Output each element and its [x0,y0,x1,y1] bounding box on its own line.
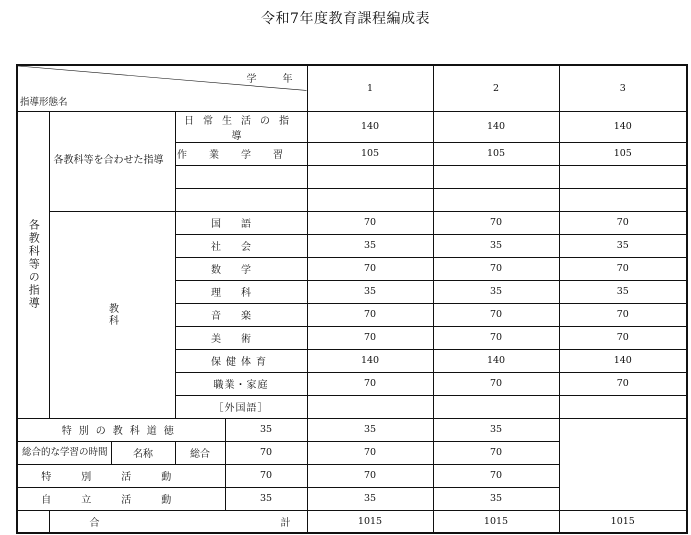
value-cell: 35 [433,418,559,441]
value-cell: 70 [559,372,687,395]
value-cell: 70 [225,441,307,464]
value-cell: 70 [307,303,433,326]
table-row [17,487,687,510]
value-cell [307,188,433,211]
row-label [175,165,307,188]
value-cell: 35 [433,280,559,303]
value-cell: 70 [559,326,687,349]
kyoka-cell [49,211,175,418]
value-cell: 140 [433,349,559,372]
value-cell: 140 [307,111,433,142]
row-label: 理科 [175,280,307,303]
value-cell [559,165,687,188]
total-label-cell [49,510,307,533]
value-cell [433,165,559,188]
value-cell: 70 [307,464,433,487]
value-cell: 35 [225,418,307,441]
total-value: 1015 [433,510,559,533]
value-cell: 70 [433,303,559,326]
row-label: 音楽 [175,303,307,326]
row-label: 職業・家庭 [175,372,307,395]
row-label [175,188,307,211]
value-cell: 140 [433,111,559,142]
table-row [17,464,687,487]
value-cell [307,165,433,188]
total-label-right: 計 [280,517,291,529]
value-cell [559,395,687,418]
value-cell: 70 [559,211,687,234]
meisho-label: 名称 [111,441,175,464]
value-cell: 70 [307,257,433,280]
value-cell [433,395,559,418]
row-label: 特別活動 [17,464,225,487]
value-cell: 105 [307,142,433,165]
grade-3-header: 3 [559,65,687,111]
value-cell: 35 [307,487,433,510]
value-cell: 35 [307,280,433,303]
value-cell: 105 [433,142,559,165]
page-title: 令和7年度教育課程編成表 [261,11,430,27]
table-row [17,418,687,441]
value-cell: 70 [307,211,433,234]
table-row [17,441,687,464]
value-cell: 70 [433,326,559,349]
value-cell: 70 [307,441,433,464]
total-value: 1015 [307,510,433,533]
value-cell: 70 [433,372,559,395]
grade-2-header: 2 [433,65,559,111]
total-label-left: 合 [89,517,100,529]
sogo-label: 総合的な学習の時間 [17,441,111,464]
row-label: 自立活動 [17,487,225,510]
value-cell: 70 [307,372,433,395]
row-label: 保健体育 [175,349,307,372]
grade-1-header: 1 [307,65,433,111]
kyoka-label: 教科 [106,302,118,327]
value-cell: 140 [559,111,687,142]
table-row [17,211,687,234]
row-label: 国語 [175,211,307,234]
table-row [17,111,687,142]
value-cell: 140 [307,349,433,372]
header-row [17,65,687,111]
row-label: 社会 [175,234,307,257]
kaku-kyoka-shido-cell [17,111,49,418]
value-cell: 105 [559,142,687,165]
shido-keitai-label: 指導形態名 [20,96,68,108]
total-row [17,510,687,533]
value-cell: 35 [559,234,687,257]
value-cell: 70 [225,464,307,487]
value-cell [433,188,559,211]
row-label: ［外国語］ [175,395,307,418]
value-cell: 35 [433,487,559,510]
total-value: 1015 [559,510,687,533]
curriculum-table [16,64,688,534]
blank-cell [17,510,49,533]
row-label: 日常生活の指導 [175,111,307,142]
diagonal-header-cell [17,65,307,111]
row-label: 数学 [175,257,307,280]
meisho-value: 総合 [175,441,225,464]
value-cell: 70 [433,211,559,234]
value-cell: 140 [559,349,687,372]
value-cell [307,395,433,418]
value-cell: 35 [559,280,687,303]
value-cell: 35 [307,418,433,441]
value-cell: 70 [307,326,433,349]
value-cell [559,188,687,211]
value-cell: 70 [559,257,687,280]
value-cell: 70 [559,303,687,326]
row-label: 美術 [175,326,307,349]
value-cell: 35 [225,487,307,510]
value-cell: 35 [307,234,433,257]
value-cell: 70 [433,257,559,280]
awase-shido-label: 各教科等を合わせた指導 [49,111,175,211]
gakunen-label: 学 年 [246,74,301,85]
value-cell: 70 [433,441,559,464]
value-cell: 70 [433,464,559,487]
value-cell: 35 [433,234,559,257]
row-label: 作業学習 [175,142,307,165]
kaku-kyoka-shido-label: 各教科等の指導 [27,219,41,310]
row-label: 特別の教科道徳 [17,418,225,441]
